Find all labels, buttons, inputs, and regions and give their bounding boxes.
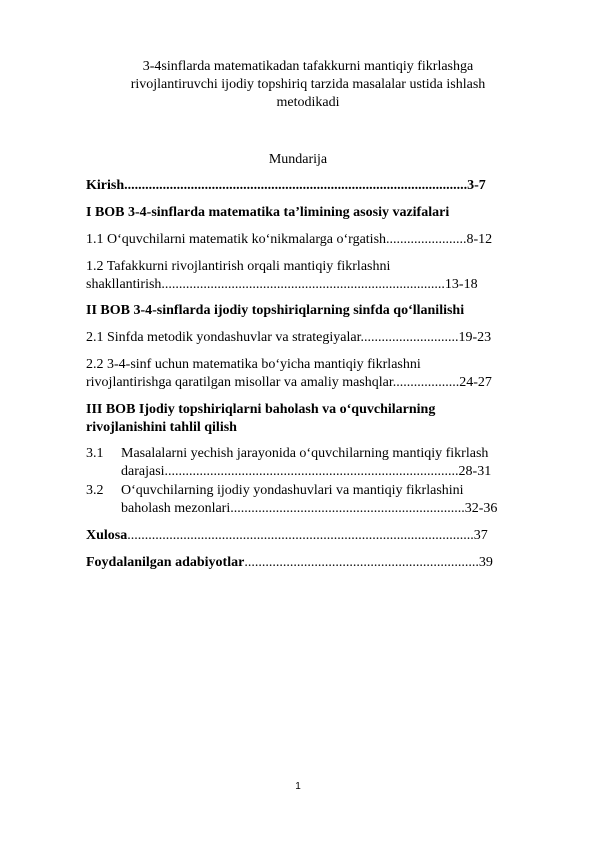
toc-entry-foydalanilgan-label: Foydalanilgan adabiyotlar [86,555,245,570]
toc-entry-foydalanilgan-dots: ...................................................................39 [244,555,493,570]
toc-entry-foydalanilgan [86,554,493,572]
toc-entry-xulosa [86,527,488,545]
toc-entry-3-2-line-1: O‘quvchilarning ijodiy yondashuvlari va mantiqiy fikrlashini [121,483,464,498]
title-line-1: 3-4sinflarda matematikadan tafakkurni mantiqiy fikrlashga [142,59,474,74]
title-line-3: metodikadi [276,95,340,110]
toc-entry-bob-1: I BOB 3-4-sinflarda matematika ta’limining asosiy vazifalari [86,205,450,220]
toc-entry-2-1: 2.1 Sinfda metodik yondashuvlar va strategiyalar............................19-23 [86,330,492,345]
toc-entry-1-2-line-2: shakllantirish.................................................................................13-18 [86,277,478,292]
toc-heading: Mundarija [268,152,328,167]
document-title [100,58,516,112]
toc-entry-bob-2: II BOB 3-4-sinflarda ijodiy topshiriqlarning sinfda qo‘llanilishi [86,303,465,318]
toc-entry-xulosa-label: Xulosa [86,528,128,543]
page-number: 1 [295,781,301,792]
toc-entry-bob-3-line-2: rivojlanishini tahlil qilish [86,420,237,435]
toc-entry-1-1: 1.1 O‘quvchilarni matematik ko‘nikmalarga o‘rgatish.......................8-12 [86,232,493,247]
toc-entry-xulosa-dots: ...................................................................................................37 [127,528,488,543]
toc-entry-3-2-number: 3.2 [86,483,104,498]
toc-entry-2-2-line-1: 2.2 3-4-sinf uchun matematika bo‘yicha mantiqiy fikrlashni [86,357,421,372]
toc-entry-1-2-line-1: 1.2 Tafakkurni rivojlantirish orqali mantiqiy fikrlashni [86,259,391,274]
toc-entry-3-1-line-1: Masalalarni yechish jarayonida o‘quvchilarning mantiqiy fikrlash [121,446,489,461]
toc-entry-3-1-line-2: darajasi....................................................................................28-31 [121,464,492,479]
toc-entry-2-2-line-2: rivojlantirishga qaratilgan misollar va amaliy mashqlar...................24-27 [86,375,492,390]
toc-entry-3-2-line-2: baholash mezonlari...................................................................32-36 [121,501,498,516]
toc-entry-kirish: Kirish..................................................................................................3-7 [86,178,486,193]
toc-entry-bob-3-line-1: III BOB Ijodiy topshiriqlarni baholash va o‘quvchilarning [86,402,436,417]
toc-entry-3-1-number: 3.1 [86,446,104,461]
title-line-2: rivojlantiruvchi ijodiy topshiriq tarzida masalalar ustida ishlash [130,77,486,92]
